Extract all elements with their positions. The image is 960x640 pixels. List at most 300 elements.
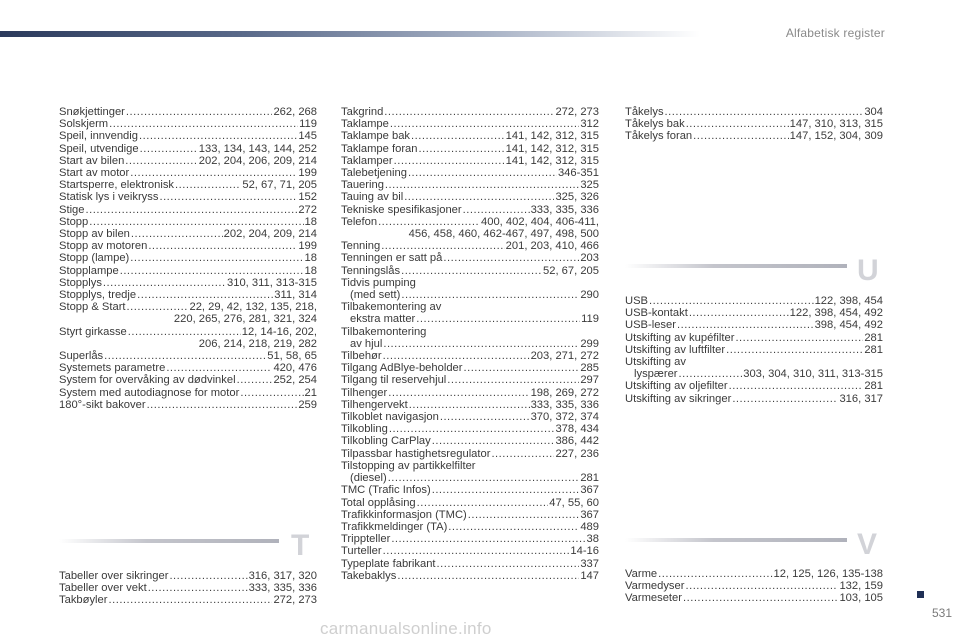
index-entry [625, 118, 883, 130]
entry-label: Tilbakemontering av [341, 301, 442, 314]
dot-leader [665, 106, 864, 118]
entry-label: Typeplate fabrikant [341, 557, 436, 570]
entry-label: Trafikkinformasjon (TMC) [341, 508, 467, 521]
entry-pages: 199 [298, 240, 317, 253]
section-u-entries [625, 295, 883, 405]
index-entry [341, 460, 599, 472]
section-t-entries [59, 570, 317, 607]
entry-pages: 262, 268 [273, 106, 317, 118]
entry-label: Tenningslås [341, 264, 401, 277]
entry-pages: 199 [298, 167, 317, 180]
index-entry [59, 374, 317, 386]
dot-leader [137, 289, 273, 301]
index-entry [341, 411, 599, 423]
index-entry [341, 387, 599, 399]
entry-label: Varmedyser [625, 580, 685, 593]
entry-pages: 147, 310, 313, 315 [789, 118, 883, 131]
dot-leader [404, 191, 554, 203]
dot-leader [126, 106, 273, 118]
dot-leader [384, 106, 554, 118]
dot-leader [388, 472, 580, 484]
index-entry [341, 399, 599, 411]
entry-pages: 304 [864, 106, 883, 118]
entry-pages: 22, 29, 42, 132, 135, 218, [189, 301, 317, 314]
index-entry [341, 289, 599, 301]
dot-leader [104, 350, 266, 362]
entry-label: Tidvis pumping [341, 276, 416, 289]
entry-label: Tekniske spesifikasjoner [341, 203, 462, 216]
dot-leader [401, 265, 542, 277]
index-entry [59, 167, 317, 179]
dot-leader [125, 155, 198, 167]
dot-leader [726, 344, 863, 356]
dot-leader [658, 568, 772, 580]
dot-leader [693, 130, 789, 142]
index-entry [59, 155, 317, 167]
entry-pages: 119 [299, 118, 317, 131]
entry-label: Tabeller over sikringer [59, 570, 169, 582]
index-entry [341, 570, 599, 582]
entry-pages: 133, 134, 143, 144, 252 [198, 142, 317, 155]
dot-leader [130, 167, 297, 179]
index-entry [341, 118, 599, 130]
dot-leader [383, 545, 570, 557]
dot-leader [735, 332, 863, 344]
entry-pages: 122, 398, 454, 492 [789, 307, 883, 320]
index-entry [341, 545, 599, 557]
dot-leader [378, 216, 480, 228]
entry-pages: 370, 372, 374 [530, 411, 599, 424]
index-entry [341, 509, 599, 521]
entry-label: USB-kontakt [625, 307, 688, 320]
dot-leader [677, 319, 814, 331]
entry-pages: 103, 105 [839, 592, 883, 605]
entry-label: Tilgang AdBlye-beholder [341, 362, 463, 375]
entry-label: Stopp (lampe) [59, 252, 130, 265]
index-entry [341, 326, 599, 338]
index-entry [59, 179, 317, 191]
index-entry [341, 484, 599, 496]
index-entry [341, 448, 599, 460]
dot-leader [86, 204, 298, 216]
index-entry [59, 216, 317, 228]
index-entry [341, 313, 599, 325]
entry-label: Takgrind [341, 106, 384, 118]
index-column-t [341, 106, 599, 582]
entry-label: System for overvåking av dødvinkel [59, 374, 236, 387]
dot-leader [237, 374, 273, 386]
entry-pages: 52, 67, 205 [543, 264, 599, 277]
index-entry [59, 240, 317, 252]
index-entry [625, 307, 883, 319]
index-entry [59, 106, 317, 118]
entry-pages: 333, 335, 336 [248, 582, 317, 595]
entry-pages: 285 [580, 362, 599, 375]
entry-pages: 281 [864, 343, 883, 356]
dot-leader [649, 295, 814, 307]
index-entry [625, 568, 883, 580]
dot-leader [432, 484, 580, 496]
dot-leader [240, 387, 303, 399]
entry-label: Tilkobling CarPlay [341, 435, 431, 448]
index-entry [341, 435, 599, 447]
entry-pages: 312 [580, 118, 599, 131]
index-entry [341, 497, 599, 509]
entry-label: Tabeller over vekt [59, 582, 147, 595]
index-entry [625, 130, 883, 142]
entry-label: Trippteller [341, 533, 391, 546]
dot-leader [463, 362, 579, 374]
dot-leader [390, 118, 579, 130]
dot-leader [432, 435, 555, 447]
entry-pages: 152 [298, 191, 317, 204]
entry-label: Stopplys [59, 276, 102, 289]
index-entry [625, 356, 883, 368]
entry-label: Stige [59, 203, 85, 216]
dot-leader [411, 130, 505, 142]
entry-label: Stopplys, tredje [59, 289, 137, 302]
entry-pages: 18 [304, 264, 317, 277]
index-entry [625, 295, 883, 307]
index-entry [625, 332, 883, 344]
index-column-t-continued [625, 106, 883, 143]
entry-pages: 203, 271, 272 [530, 350, 599, 363]
entry-pages: 227, 236 [555, 447, 599, 460]
entry-pages: 489 [580, 520, 599, 533]
entry-pages: 147 [580, 569, 599, 582]
entry-label: Start av motor [59, 167, 130, 180]
entry-pages: 378, 434 [555, 423, 599, 436]
section-letter: V [857, 528, 878, 561]
entry-label: Stopp [59, 215, 89, 228]
dot-leader [130, 252, 303, 264]
dot-leader [448, 521, 579, 533]
index-entry [59, 204, 317, 216]
index-entry [341, 265, 599, 277]
entry-label: Stopp av motoren [59, 240, 148, 253]
index-entry [59, 362, 317, 374]
index-entry [341, 167, 599, 179]
dot-leader [147, 399, 298, 411]
entry-pages: 337 [580, 557, 599, 570]
index-entry [59, 130, 317, 142]
entry-pages: 18 [304, 215, 317, 228]
entry-pages: 299 [580, 337, 599, 350]
section-t [59, 531, 317, 611]
dot-leader [491, 448, 554, 460]
entry-label: Styrt girkasse [59, 325, 127, 338]
dot-leader [128, 326, 241, 338]
dot-leader [148, 240, 297, 252]
dot-leader [103, 277, 226, 289]
index-entry [625, 380, 883, 392]
entry-label: Systemets parametre [59, 362, 166, 375]
index-entry [59, 350, 317, 362]
index-entry [341, 277, 599, 289]
index-entry [341, 130, 599, 142]
section-v-entries [625, 568, 883, 605]
entry-label: Tåkelys foran [625, 130, 693, 143]
entry-pages: 316, 317 [839, 392, 883, 405]
entry-pages: 420, 476 [273, 362, 317, 375]
dot-leader [89, 216, 303, 228]
section-letter: U [857, 254, 879, 287]
index-entry [341, 521, 599, 533]
entry-label: Tåkelys [625, 106, 664, 118]
entry-pages: 386, 442 [555, 435, 599, 448]
page-number: 531 [931, 606, 952, 620]
entry-label: USB-leser [625, 319, 676, 332]
section-divider-bar [625, 538, 847, 542]
dot-leader [729, 380, 864, 392]
entry-label: Tilkobling [341, 423, 388, 436]
entry-pages: 272, 273 [555, 106, 599, 118]
dot-leader [408, 167, 557, 179]
index-entry [59, 252, 317, 264]
entry-pages: 367 [580, 484, 599, 497]
header-gradient-bar [0, 31, 700, 37]
dot-leader [685, 580, 838, 592]
index-entry [341, 179, 599, 191]
entry-pages: 310, 311, 313-315 [227, 276, 317, 289]
index-entry [59, 582, 317, 594]
dot-leader [388, 387, 529, 399]
entry-label: Utskifting av sikringer [625, 392, 732, 405]
entry-label: Taklampe foran [341, 142, 418, 155]
entry-pages: 38 [586, 533, 599, 546]
index-entry [59, 387, 317, 399]
entry-label: TMC (Trafic Infos) [341, 484, 431, 497]
entry-label: Solskjerm [59, 118, 109, 131]
dot-leader [169, 570, 247, 582]
index-entry [341, 252, 599, 264]
entry-pages: 400, 402, 404, 406-411, [481, 215, 599, 228]
entry-label: Takebaklys [341, 569, 397, 582]
index-entry [341, 423, 599, 435]
entry-label: av hjul [350, 337, 383, 350]
index-entry [341, 338, 599, 350]
entry-label: Takbøyler [59, 594, 108, 607]
dot-leader [397, 570, 579, 582]
watermark: carmanualsonline.info [320, 619, 492, 638]
page-marker-square [917, 591, 924, 598]
index-entry [625, 592, 883, 604]
index-entry [59, 191, 317, 203]
index-entry [59, 277, 317, 289]
entry-label: Speil, utvendige [59, 142, 139, 155]
dot-leader [447, 374, 579, 386]
entry-pages: 333, 335, 336 [530, 203, 599, 216]
dot-leader [381, 240, 504, 252]
dot-leader [139, 130, 297, 142]
entry-label: Utskifting av [625, 356, 686, 369]
entry-pages: 21 [304, 386, 317, 399]
entry-label: Taklamper [341, 154, 393, 167]
entry-label: Tilgang til reservehjul [341, 374, 447, 387]
entry-label: Superlås [59, 350, 104, 363]
entry-label: Utskifting av kupéfilter [625, 331, 735, 344]
index-entry [59, 289, 317, 301]
entry-label: Total opplåsing [341, 496, 416, 509]
index-entry [341, 191, 599, 203]
entry-label: Tilbakemontering [341, 325, 427, 338]
entry-label: (diesel) [350, 472, 387, 485]
index-entry [341, 472, 599, 484]
entry-pages: 272 [298, 203, 317, 216]
entry-pages: 52, 67, 71, 205 [242, 179, 317, 192]
entry-pages: 311, 314 [274, 289, 317, 302]
entry-pages: 202, 204, 206, 209, 214 [198, 154, 317, 167]
entry-pages: 119 [581, 313, 599, 326]
entry-label: Tilhenger [341, 386, 388, 399]
index-entry [341, 301, 599, 313]
entry-label: Trafikkmeldinger (TA) [341, 520, 448, 533]
index-entry [59, 326, 317, 350]
dot-leader [683, 592, 838, 604]
dot-leader [686, 118, 789, 130]
entry-label: Stopp & Start [59, 301, 126, 314]
entry-pages: 272, 273 [273, 594, 317, 607]
entry-label: Tenning [341, 240, 381, 253]
entry-label: Telefon [341, 215, 378, 228]
dot-leader [131, 228, 223, 240]
index-entry [59, 399, 317, 411]
entry-pages: 281 [864, 331, 883, 344]
index-entry [341, 362, 599, 374]
entry-label: (med sett) [350, 289, 401, 302]
entry-label: Tåkelys bak [625, 118, 685, 131]
entry-label: Utskifting av luftfilter [625, 343, 726, 356]
entry-label: Startsperre, elektronisk [59, 179, 175, 192]
dot-leader [383, 350, 530, 362]
entry-label: Snøkjettinger [59, 106, 125, 118]
entry-label: Taklampe bak [341, 130, 411, 143]
index-entry [341, 558, 599, 570]
dot-leader [401, 289, 579, 301]
index-entry [625, 106, 883, 118]
index-entry [341, 350, 599, 362]
entry-pages: 297 [580, 374, 599, 387]
entry-pages: 203 [580, 252, 599, 265]
dot-leader [394, 155, 505, 167]
dot-leader [463, 204, 530, 216]
entry-label: Tilpassbar hastighetsregulator [341, 447, 491, 460]
entry-pages: 145 [298, 130, 317, 143]
section-v [625, 530, 883, 610]
entry-pages: 132, 159 [839, 580, 883, 593]
entry-pages: 325, 326 [555, 191, 599, 204]
dot-leader [391, 533, 585, 545]
dot-leader [127, 301, 189, 313]
index-entry [59, 118, 317, 130]
entry-label: Varme [625, 568, 658, 580]
entry-pages: 47, 55, 60 [549, 496, 599, 509]
entry-pages-continued: 206, 214, 218, 219, 282 [198, 337, 317, 350]
dot-leader [120, 265, 304, 277]
entry-label: System med autodiagnose for motor [59, 386, 240, 399]
entry-pages: 198, 269, 272 [530, 386, 599, 399]
index-entry [341, 240, 599, 252]
section-divider-bar [625, 264, 847, 268]
entry-pages: 398, 454, 492 [814, 319, 883, 332]
index-entry [341, 106, 599, 118]
index-entry [341, 374, 599, 386]
entry-pages: 281 [580, 472, 599, 485]
entry-pages: 346-351 [557, 167, 599, 180]
entry-label: USB [625, 295, 649, 307]
dot-leader [437, 558, 580, 570]
entry-label: Stopplampe [59, 264, 119, 277]
dot-leader [443, 252, 579, 264]
index-entry [341, 216, 599, 240]
entry-pages: 333, 335, 336 [530, 398, 599, 411]
dot-leader [383, 338, 579, 350]
entry-pages: 316, 317, 320 [248, 570, 317, 582]
entry-pages: 122, 398, 454 [814, 295, 883, 307]
dot-leader [109, 118, 298, 130]
entry-pages: 259 [298, 398, 317, 411]
entry-label: Tilkoblet navigasjon [341, 411, 439, 424]
entry-pages: 12, 125, 126, 135-138 [773, 568, 883, 580]
entry-label: Tenningen er satt på [341, 252, 443, 265]
entry-label: Talebetjening [341, 167, 407, 180]
index-entry [625, 344, 883, 356]
index-entry [341, 143, 599, 155]
entry-label: Speil, innvendig [59, 130, 138, 143]
index-column-s [59, 106, 317, 411]
dot-leader [732, 393, 838, 405]
dot-leader [389, 423, 555, 435]
entry-label: Statisk lys i veikryss [59, 191, 159, 204]
entry-pages: 141, 142, 312, 315 [505, 130, 599, 143]
entry-label: 180°-sikt bakover [59, 398, 146, 411]
entry-pages: 290 [580, 289, 599, 302]
entry-label: Utskifting av oljefilter [625, 380, 728, 393]
dot-leader [417, 497, 549, 509]
entry-label: Turteller [341, 545, 382, 558]
dot-leader [689, 307, 789, 319]
entry-pages-continued: 456, 458, 460, 462-467, 497, 498, 500 [408, 228, 599, 241]
entry-label: Tauering [341, 179, 384, 192]
dot-leader [175, 179, 241, 191]
index-entry [59, 301, 317, 325]
dot-leader [166, 362, 272, 374]
entry-label: Varmeseter [625, 592, 682, 605]
entry-pages: 202, 204, 209, 214 [223, 228, 317, 241]
index-entry [341, 533, 599, 545]
index-entry [59, 594, 317, 606]
entry-pages: 12, 14-16, 202, [241, 325, 317, 338]
entry-pages: 141, 142, 312, 315 [505, 142, 599, 155]
entry-label: Tilstopping av partikkelfilter [341, 459, 476, 472]
entry-label: Stopp av bilen [59, 228, 130, 241]
entry-label: Tilbehør [341, 350, 382, 363]
entry-pages: 14-16 [570, 545, 599, 558]
page-header-title: Alfabetisk register [785, 26, 885, 40]
index-entry [59, 228, 317, 240]
entry-pages: 51, 58, 65 [267, 350, 317, 363]
dot-leader [440, 411, 530, 423]
entry-pages: 18 [304, 252, 317, 265]
entry-pages-continued: 220, 265, 276, 281, 321, 324 [173, 313, 317, 326]
entry-label: Tauing av bil [341, 191, 404, 204]
entry-pages: 325 [580, 179, 599, 192]
entry-label: Taklampe [341, 118, 389, 131]
dot-leader [679, 368, 743, 380]
entry-pages: 367 [580, 508, 599, 521]
dot-leader [109, 594, 273, 606]
entry-label: Start av bilen [59, 154, 125, 167]
